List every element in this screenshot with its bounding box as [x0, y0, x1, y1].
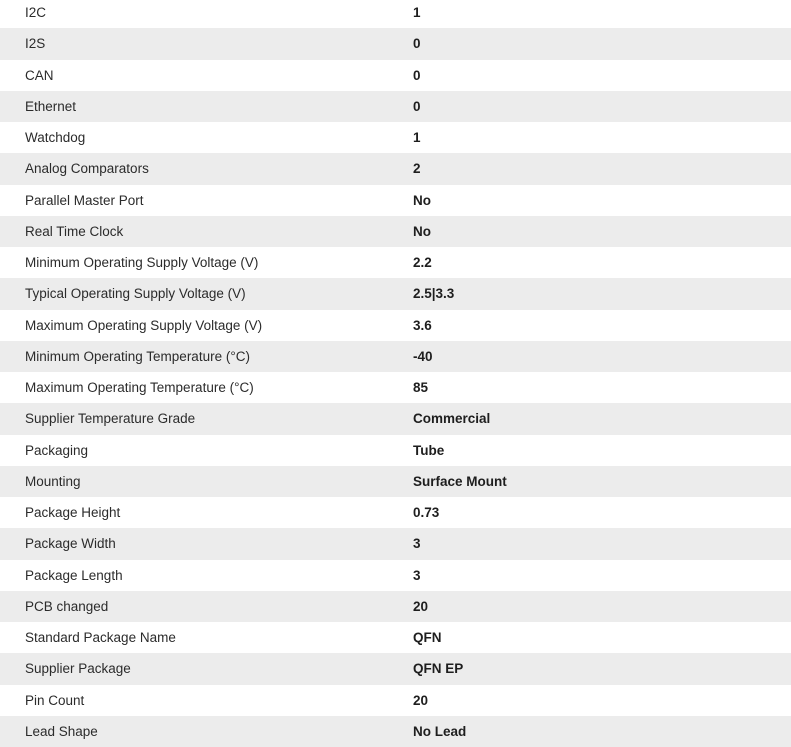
spec-row	[0, 0, 791, 28]
spec-row	[0, 91, 791, 122]
spec-value: -40	[413, 348, 433, 364]
spec-value: Tube	[413, 442, 445, 458]
spec-name: Package Width	[25, 536, 116, 552]
spec-row	[0, 60, 791, 91]
spec-row	[0, 28, 791, 59]
spec-row	[0, 216, 791, 247]
spec-name: Watchdog	[25, 130, 86, 146]
spec-value: 85	[413, 380, 429, 396]
spec-name: Supplier Temperature Grade	[25, 411, 196, 427]
spec-name: Supplier Package	[25, 661, 131, 677]
spec-name: I2S	[25, 36, 46, 52]
spec-value: QFN	[413, 630, 442, 646]
spec-name: Package Height	[25, 505, 121, 521]
spec-value: 2.2	[413, 255, 432, 271]
spec-row	[0, 528, 791, 559]
spec-row	[0, 591, 791, 622]
spec-row	[0, 560, 791, 591]
spec-name: Pin Count	[25, 692, 85, 708]
spec-name: Mounting	[25, 473, 81, 489]
spec-value: No	[413, 223, 431, 239]
spec-name: Maximum Operating Temperature (°C)	[25, 380, 254, 396]
spec-row	[0, 653, 791, 684]
spec-value: 20	[413, 598, 429, 614]
spec-value: 0.73	[413, 505, 440, 521]
spec-row	[0, 435, 791, 466]
spec-name: Maximum Operating Supply Voltage (V)	[25, 317, 263, 333]
spec-value: 0	[413, 67, 421, 83]
spec-row	[0, 185, 791, 216]
spec-row	[0, 341, 791, 372]
spec-value: 3.6	[413, 317, 432, 333]
spec-name: Package Length	[25, 567, 123, 583]
spec-value: 1	[413, 130, 421, 146]
spec-name: CAN	[25, 67, 54, 83]
spec-row	[0, 466, 791, 497]
spec-value: 0	[413, 36, 421, 52]
spec-row	[0, 310, 791, 341]
spec-value: No Lead	[413, 723, 467, 739]
spec-row	[0, 403, 791, 434]
spec-name: PCB changed	[25, 598, 109, 614]
spec-value: 1	[413, 5, 421, 21]
spec-name: Standard Package Name	[25, 630, 176, 646]
spec-name: Real Time Clock	[25, 223, 124, 239]
spec-value: Commercial	[413, 411, 491, 427]
spec-row	[0, 153, 791, 184]
spec-row	[0, 247, 791, 278]
spec-row	[0, 278, 791, 309]
spec-row	[0, 716, 791, 747]
spec-value: No	[413, 192, 431, 208]
spec-value: 3	[413, 567, 421, 583]
spec-value: Surface Mount	[413, 473, 507, 489]
spec-value: 3	[413, 536, 421, 552]
spec-value: 2	[413, 161, 421, 177]
spec-name: Packaging	[25, 442, 89, 458]
spec-name: Minimum Operating Temperature (°C)	[25, 348, 250, 364]
spec-name: Ethernet	[25, 98, 77, 114]
spec-value: 0	[413, 98, 421, 114]
spec-value: 20	[413, 692, 429, 708]
spec-value: QFN EP	[413, 661, 464, 677]
spec-row	[0, 372, 791, 403]
spec-row	[0, 622, 791, 653]
spec-name: Analog Comparators	[25, 161, 149, 177]
spec-name: Lead Shape	[25, 723, 98, 739]
spec-name: Typical Operating Supply Voltage (V)	[25, 286, 246, 302]
spec-name: Minimum Operating Supply Voltage (V)	[25, 255, 259, 271]
spec-row	[0, 122, 791, 153]
spec-name: I2C	[25, 5, 47, 21]
spec-row	[0, 497, 791, 528]
spec-value: 2.5|3.3	[413, 286, 455, 302]
spec-name: Parallel Master Port	[25, 192, 144, 208]
spec-row	[0, 685, 791, 716]
